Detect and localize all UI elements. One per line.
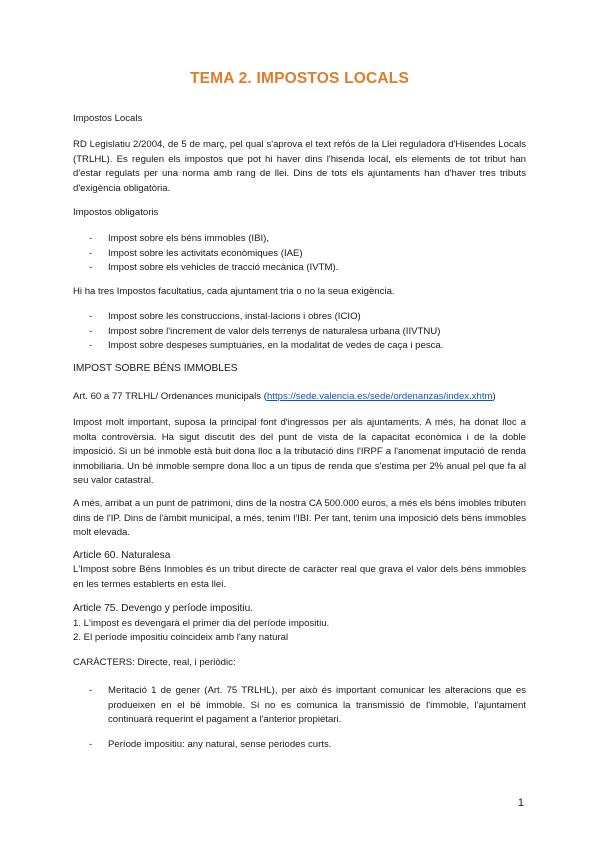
section-heading-impostos-locals: Impostos Locals	[73, 113, 143, 124]
dash-bullet: -	[89, 233, 93, 244]
heading-article-60: Article 60. Naturalesa	[73, 550, 171, 561]
list-caracters-2	[73, 738, 526, 753]
ibi-paragraph-1: Impost molt important, suposa la principal font d'ingressos per als ajuntaments. A més, ha donat lloc a molta controvèrsia. Ha sigut discutit des del punt de vista de la capacitat econòmica i de la doble imposició. Si un bé inmoble està buit dona lloc a la tributació dins l'IRPF a l'anomenat imputació de renda inmobiliaria. Un bé inmoble sempre dona lloc a un tipus de renda que s'estima per 2% anual pel que fa al seu valor catastral.	[73, 417, 526, 487]
list-item: - Impost sobre els vehicles de tracció mecànica (IVTM).	[73, 261, 526, 276]
heading-article-75: Article 75. Devengo y període impositiu.	[73, 603, 254, 614]
list-item: - Impost sobre l'increment de valor dels terrenys de naturalesa urbana (IIVTNU)	[73, 325, 526, 340]
list-item: - Impost sobre les activitats econòmiques (IAE)	[73, 247, 526, 262]
heading-impostos-obligatoris: Impostos obligatoris	[73, 207, 159, 218]
page-number: 1	[517, 797, 524, 809]
intro-paragraph: RD Legislatiu 2/2004, de 5 de març, pel qual s'aprova el text refós de la Llei reguladora d'Hisendes Locals (TRLHL). Es regulen els impostos que pot hi haver dins l'hisenda local, els elements de tot tribut han d'estar regulats per una norma amb rang de llei. Dins de tots els ajuntaments han d'haver tres tributs d'exigència obligatòria.	[73, 139, 526, 194]
list-item: - Període impositiu: any natural, sense periodes curts.	[73, 738, 526, 753]
list-item: - Impost sobre les construccions, instal·lacions i obres (ICIO)	[73, 310, 526, 325]
list-impostos-obligatoris	[73, 232, 526, 276]
dash-bullet: -	[89, 325, 93, 337]
heading-ibi: IMPOST SOBRE BÉNS IMMOBLES	[73, 363, 238, 374]
ibi-paragraph-2: A més, arribat a un punt de patrimoni, dins de la nostra CA 500.000 euros, a més els béns imobles tributen dins de l'IP. Dins de l'àmbit municipal, a més, tenim l'IBI. Per tant, tenim una imposició dels béns immobles molt elevada.	[73, 498, 526, 539]
dash-bullet: -	[89, 247, 93, 259]
document-title: TEMA 2. IMPOSTOS LOCALS	[189, 70, 410, 87]
dash-bullet: -	[89, 262, 93, 274]
heading-caracters: CARÀCTERS: Directe, real, i periòdic:	[73, 657, 236, 668]
list-impostos-facultatius	[73, 310, 526, 354]
list-item: - Impost sobre despeses sumptuàries, en la modalitat de vedes de caça i pesca.	[73, 339, 526, 354]
article-60-text: L'Impost sobre Béns Inmobles és un tribut directe de caràcter real que grava el valor dels béns immobles en les termes establerts en esta llei.	[73, 564, 526, 590]
dash-bullet: -	[89, 340, 93, 352]
list-item: - Impost sobre els béns immobles (IBI),	[73, 232, 526, 247]
list-item: - Meritació 1 de gener (Art. 75 TRLHL), per això és important comunicar les alteracions que es produeixen en el bé immoble. Si no es comunica la transmissió de l'immoble, l'ajuntament continuarà requerint el pagament a l'anterior propietari.	[89, 685, 526, 726]
article-75-line-2: 2. El període impositiu coincideix amb l'any natural	[73, 632, 289, 643]
dash-bullet: -	[89, 685, 93, 696]
ordenances-link[interactable]: https://sede.valencia.es/sede/ordenanzas/index.xhtm	[266, 391, 493, 402]
dash-bullet: -	[89, 311, 93, 322]
article-75-line-1: 1. L'impost es devengarà el primer dia del període impositiu.	[73, 618, 330, 629]
dash-bullet: -	[89, 739, 93, 750]
facultatius-intro: Hi ha tres Impostos facultatius, cada ajuntament tria o no la seua exigència.	[73, 286, 395, 297]
list-caracters	[73, 684, 526, 728]
ibi-reference: Art. 60 a 77 TRLHL/ Ordenances municipals (https://sede.valencia.es/sede/ordenanzas/index.xhtm)	[73, 391, 496, 402]
